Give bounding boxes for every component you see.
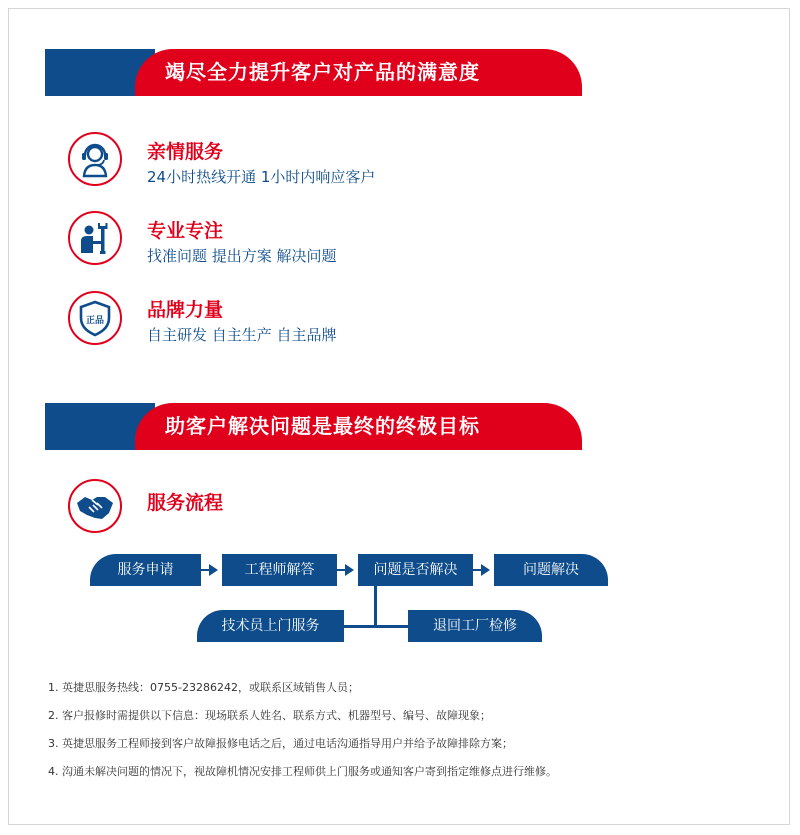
arrow-right-icon	[209, 564, 218, 576]
service-notes-list	[48, 680, 557, 792]
feature-desc-service: 24小时热线开通 1小时内响应客户	[147, 168, 376, 186]
banner-title: 竭尽全力提升客户对产品的满意度	[165, 60, 480, 84]
note-item: 4. 沟通未解决问题的情况下，视故障机情况安排工程师供上门服务或通知客户寄到指定维修点进行维修。	[48, 765, 557, 778]
step-return-factory: 退回工厂检修	[408, 610, 542, 642]
flow-connector	[201, 569, 209, 571]
step-problem-resolved-question: 问题是否解决	[358, 554, 473, 586]
genuine-badge-text: 正品	[85, 316, 105, 326]
banner-title: 助客户解决问题是最终的终极目标	[165, 414, 480, 438]
flow-connector	[473, 569, 481, 571]
feature-title-brand: 品牌力量	[147, 299, 224, 321]
technician-wrench-icon	[68, 211, 122, 265]
flow-connector	[337, 569, 345, 571]
branch-horizontal-connector	[344, 625, 408, 628]
step-engineer-answer: 工程师解答	[222, 554, 337, 586]
note-item: 3. 英捷思服务工程师接到客户故障报修电话之后，通过电话沟通指导用户并给予故障排除方案；	[48, 737, 513, 750]
step-onsite-service: 技术员上门服务	[197, 610, 344, 642]
feature-desc-professional: 找准问题 提出方案 解决问题	[147, 247, 337, 265]
satisfaction-banner	[45, 49, 582, 96]
goal-banner	[45, 403, 582, 450]
process-title: 服务流程	[147, 492, 224, 514]
feature-title-professional: 专业专注	[147, 220, 224, 242]
headset-icon	[68, 132, 122, 186]
step-problem-solved: 问题解决	[494, 554, 608, 586]
arrow-right-icon	[345, 564, 354, 576]
note-item: 1. 英捷思服务热线：0755-23286242，或联系区域销售人员；	[48, 681, 359, 694]
feature-desc-brand: 自主研发 自主生产 自主品牌	[147, 326, 337, 344]
step-service-request: 服务申请	[90, 554, 201, 586]
note-item: 2. 客户报修时需提供以下信息：现场联系人姓名、联系方式、机器型号、编号、故障现象；	[48, 709, 491, 722]
arrow-right-icon	[481, 564, 490, 576]
feature-title-service: 亲情服务	[147, 141, 224, 163]
handshake-icon	[68, 479, 122, 533]
branch-vertical-connector	[374, 586, 377, 627]
shield-genuine-icon	[68, 291, 122, 345]
